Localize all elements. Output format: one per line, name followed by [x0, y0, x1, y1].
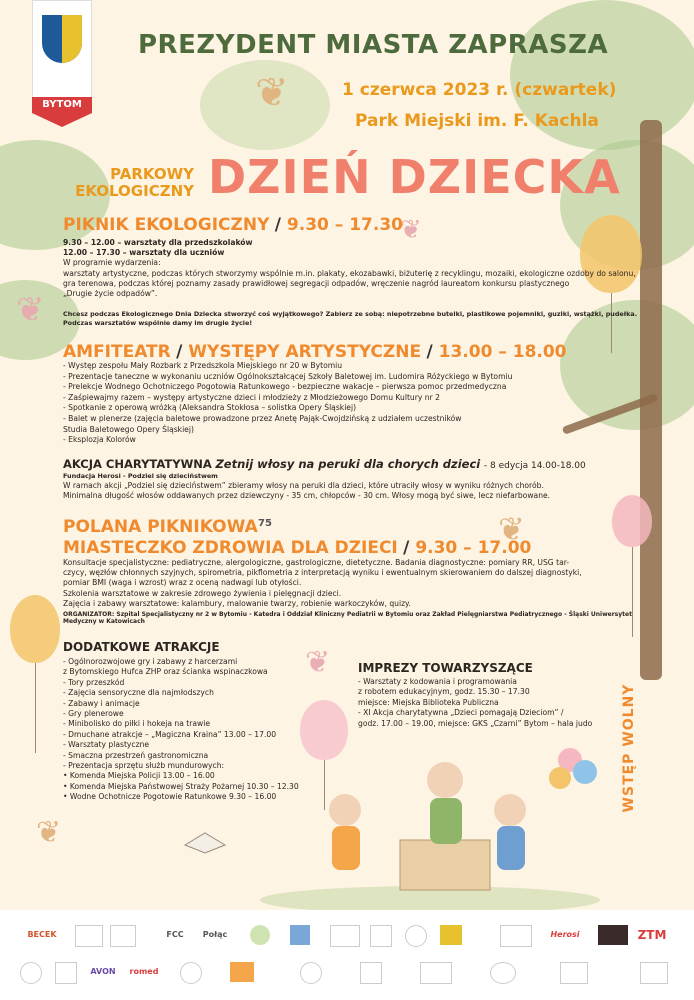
list-item: - Tory przeszkód: [63, 677, 125, 687]
list-item: - Warsztaty plastyczne: [63, 740, 150, 750]
sponsor-logo: [20, 962, 42, 984]
health-heading-line2: MIASTECZKO ZDROWIA DLA DZIECI / 9.30 – 17.00: [63, 538, 532, 558]
charity-edition: - 8 edycja 14.00-18.00: [483, 461, 586, 471]
balloon: [612, 495, 652, 547]
charity-line: W ramach akcji „Podziel się dzieciństwem” zbieramy włosy na peruki dla dzieci, które utraciły włosy w wyniku różnych chorób.: [63, 480, 544, 490]
sponsor-logo: [370, 925, 392, 947]
list-item: - Eksplozja Kolorów: [63, 435, 136, 445]
sponsor-logo: [490, 962, 516, 984]
book-illustration: [180, 815, 230, 855]
health-body: [63, 558, 653, 609]
city-name: BYTOM: [42, 99, 82, 110]
butterfly-icon: ❦: [400, 215, 422, 245]
sponsor-logo: [75, 925, 103, 947]
university-badge: [258, 518, 348, 532]
subtitle-line1: PARKOWY: [110, 165, 194, 183]
sponsor-logo: [300, 962, 322, 984]
sponsor-logo: [560, 962, 588, 984]
charity-body: [63, 472, 623, 501]
sponsor-logo: [180, 962, 202, 984]
sponsor-logo: [420, 962, 452, 984]
sponsor-logo: BECEK: [27, 930, 57, 939]
sponsor-logo: [640, 962, 668, 984]
health-line: Zajęcia i zabawy warsztatowe: kalambury, malowanie twarzy, robienie warkoczyków, quizy.: [63, 598, 411, 608]
list-item: - Prelekcje Wodnego Ochotniczego Pogotowia Ratunkowego - bezpieczne wakacje – pierwsza pomoc przedmedyczna: [63, 382, 507, 392]
picnic-time: 9.30 – 17.30: [286, 215, 403, 235]
charity-title: AKCJA CHARYTATYWNA: [63, 457, 212, 471]
picnic-note-line: Podczas warsztatów wspólnie damy im drugie życie!: [63, 318, 253, 327]
list-item: godz. 17.00 – 19.00, miejsce: GKS „Czarni” Bytom – hala judo: [358, 718, 593, 728]
health-line: Konsultacje specjalistyczne: pediatryczne, alergologiczne, gastrologiczne, dietetyczne. Badania diagnostyczne: pomiary RR, USG tar-: [63, 558, 570, 567]
balloon: [10, 595, 60, 663]
charity-subtitle: Zetnij włosy na peruki dla chorych dzieci: [215, 457, 481, 471]
sponsor-logo: [440, 925, 462, 945]
list-item: - Ogólnorozwojowe gry i zabawy z harcerzami: [63, 657, 238, 666]
sponsor-logo: [230, 962, 254, 982]
list-item: - Smaczna przestrzeń gastronomiczna: [63, 750, 209, 760]
list-item: z robotem edukacyjnym, godz. 15.30 – 17.30: [358, 687, 530, 697]
list-item: - Minibolisko do piłki i hokeja na trawie: [63, 719, 211, 729]
picnic-body: [63, 238, 653, 299]
sponsor-logo: [290, 925, 310, 945]
amphitheatre-heading: AMFITEATR / WYSTĘPY ARTYSTYCZNE / 13.00 – 18.00: [63, 342, 567, 362]
children-illustration: [260, 740, 600, 910]
sponsor-logo: ZTM: [637, 928, 667, 942]
amphitheatre-subtitle: WYSTĘPY ARTYSTYCZNE: [188, 342, 422, 362]
charity-heading: [63, 457, 586, 471]
list-item: - Zaśpiewajmy razem – występy artystyczne dzieci i młodzieży z Młodzieżowego Domu Kultury nr 2: [63, 392, 440, 402]
picnic-note-line: Chcesz podczas Ekologicznego Dnia Dziecka stworzyć coś wyjątkowego? Zabierz ze sobą: niepotrzebne butelki, plastikowe pojemniki, guziki, wstążki, pudełka.: [63, 310, 638, 318]
amphitheatre-list: [63, 361, 583, 446]
list-item: - Prezentacje taneczne w wykonaniu uczniów Ogólnokształcącej Szkoły Baletowej im. Ludomira Różyckiego w Bytomiu: [63, 371, 513, 381]
free-entry-label: [612, 680, 637, 830]
charity-line: Minimalna długość włosów oddawanych przez dziewczyny - 35 cm, chłopców - 30 cm. Włosy mogą być siwe, lecz niefarbowane.: [63, 490, 551, 500]
balloon-string: [35, 663, 36, 753]
additional-title: DODATKOWE ATRAKCJE: [63, 640, 220, 654]
list-item: Studia Baletowego Opery Śląskiej): [63, 424, 194, 434]
sponsor-logo: romed: [129, 967, 159, 976]
events-title: IMPREZY TOWARZYSZĄCE: [358, 661, 533, 675]
list-item: z Bytomskiego Hufca ZHP oraz ścianka wspinaczkowa: [63, 667, 268, 677]
health-title: MIASTECZKO ZDROWIA DLA DZIECI: [63, 538, 398, 558]
sponsor-logo: [55, 962, 77, 984]
list-item: • Komenda Miejska Państwowej Straży Pożarnej 10.30 – 12.30: [63, 781, 299, 791]
city-coat-of-arms-icon: [42, 15, 82, 63]
list-item: - XI Akcja charytatywna „Dzieci pomagają Dzieciom” /: [358, 708, 564, 718]
health-organizer: ORGANIZATOR: Szpital Specjalistyczny nr 2 w Bytomiu - Katedra i Oddział Kliniczny Pediatrii w Bytomiu oraz Zakład Pielęgniarstwa Pediatrycznego - Śląski Uniwersytet Medyczny w Katowicach: [63, 611, 632, 625]
butterfly-icon: ❦: [498, 510, 525, 548]
mayor-invites-heading: PREZYDENT MIASTA ZAPRASZA: [138, 30, 609, 60]
list-item: - Prezentacja sprzętu służb mundurowych:: [63, 761, 225, 771]
subtitle-line2: EKOLOGICZNY: [75, 182, 194, 200]
picnic-line: gra terenowa, podczas której poznamy zasady prawidłowej segregacji odpadów, wręczenie nagród laureatom konkursu plastycznego: [63, 278, 570, 288]
list-item: miejsce: Miejska Biblioteka Publiczna: [358, 697, 499, 707]
sponsor-logo: [250, 925, 270, 945]
list-item: - Występ zespołu Mały Rozbark z Przedszkola Miejskiego nr 20 w Bytomiu: [63, 361, 343, 370]
sponsor-logo: AVON: [90, 967, 116, 976]
list-item: - Gry plenerowe: [63, 709, 124, 719]
main-title: DZIEŃ DZIECKA: [208, 150, 621, 204]
free-entry-text: WSTĘP WOLNY: [621, 683, 637, 813]
sponsor-logo: [500, 925, 532, 947]
university-badge-number: 75: [258, 518, 272, 529]
amphitheatre-title: AMFITEATR: [63, 342, 171, 362]
sponsors-bar: [0, 910, 694, 1000]
picnic-line: warsztaty artystyczne, podczas których stworzymy wspólnie m.in. plakaty, ekozabawki, biżuterię z recyklingu, mozaiki, ekologiczne ozdoby do salonu,: [63, 268, 636, 278]
health-line: pomiar BMI (waga i wzrost) wraz z oceną nadwagi lub otyłości.: [63, 578, 302, 588]
event-date: 1 czerwca 2023 r. (czwartek): [342, 80, 617, 100]
amphitheatre-time: 13.00 – 18.00: [438, 342, 567, 362]
list-item: • Wodne Ochotnicze Pogotowie Ratunkowe 9.30 – 16.00: [63, 792, 277, 802]
sponsor-logo: [598, 925, 628, 945]
sponsor-logo: [360, 962, 382, 984]
picnic-title: PIKNIK EKOLOGICZNY: [63, 215, 270, 235]
city-logo: [32, 0, 92, 114]
sponsor-logo: [405, 925, 427, 947]
list-item: - Dmuchane atrakcje – „Magiczna Kraina” 13.00 – 17.00: [63, 729, 277, 739]
picnic-line: W programie wydarzenia:: [63, 258, 161, 268]
list-item: • Komenda Miejska Policji 13.00 – 16.00: [63, 771, 215, 781]
picnic-line: 12.00 – 17.30 – warsztaty dla uczniów: [63, 248, 225, 258]
health-line: czycy, węzłów chłonnych szyjnych, spirometria, pikflometria z interpretacją wyniku i ewentualnym skierowaniem do dalszej diagnostyki,: [63, 568, 582, 578]
butterfly-icon: ❦: [305, 645, 331, 680]
butterfly-icon: ❦: [16, 290, 45, 330]
picnic-note: [63, 310, 653, 327]
event-place: Park Miejski im. F. Kachla: [355, 111, 599, 131]
sponsor-logo: Herosi: [550, 930, 580, 939]
list-item: - Warsztaty z kodowania i programowania: [358, 677, 517, 686]
charity-foundation: Fundacja Herosi - Podziel się dzieciństwem: [63, 472, 218, 480]
list-item: - Spotkanie z operową wróżką (Aleksandra Stokłosa – solistka Opery Śląskiej): [63, 403, 357, 413]
list-item: - Zajęcia sensoryczne dla najmłodszych: [63, 688, 214, 698]
butterfly-icon: ❦: [36, 815, 62, 850]
health-heading-line1: POLANA PIKNIKOWA: [63, 517, 258, 537]
list-item: - Zabawy i animacje: [63, 698, 140, 708]
sponsor-logo: [110, 925, 136, 947]
butterfly-icon: ❦: [255, 70, 289, 116]
picnic-heading: PIKNIK EKOLOGICZNY / 9.30 – 17.30: [63, 215, 403, 235]
sponsor-logo: FCC: [166, 930, 184, 939]
health-time: 9.30 – 17.00: [415, 538, 532, 558]
picnic-line: 9.30 – 12.00 – warsztaty dla przedszkolaków: [63, 238, 253, 247]
picnic-line: „Drugie życie odpadów”.: [63, 289, 158, 299]
sponsor-logo: [330, 925, 360, 947]
sponsor-logo: Połąc: [202, 930, 228, 939]
list-item: - Balet w plenerze (zajęcia baletowe prowadzone przez Anetę Pająk-Cwojdzińską z udziałem uczestników: [63, 413, 462, 423]
health-line: Szkolenia warsztatowe w zakresie zdrowego żywienia i pielęgnacji dzieci.: [63, 588, 342, 598]
